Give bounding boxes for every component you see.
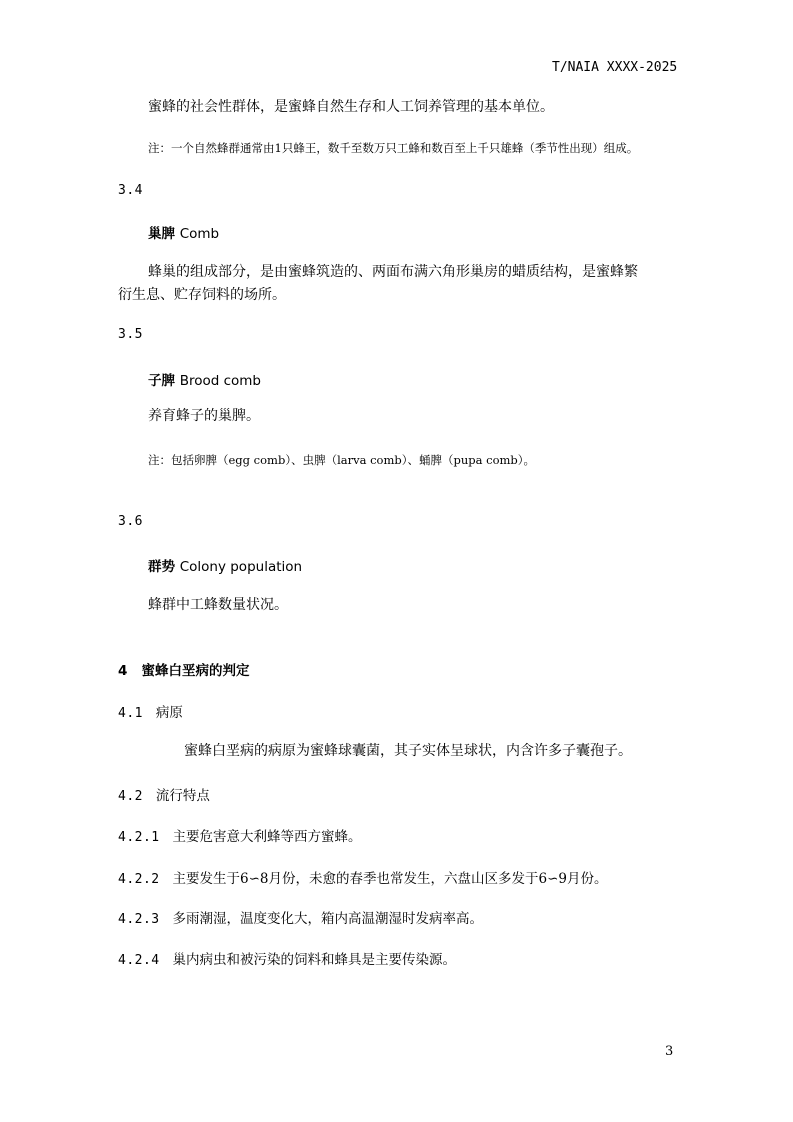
section-title: 病原 xyxy=(155,705,183,721)
subclause-text: 主要发生于6∽8月份，未愈的春季也常发生，六盘山区多发于6∽9月份。 xyxy=(172,871,608,887)
subclause xyxy=(118,948,456,968)
subclause-text: 巢内病虫和被污染的饲料和蜂具是主要传染源。 xyxy=(172,952,457,968)
clause-number: 3.4 xyxy=(118,183,143,198)
subclause-number: 4.2.2 xyxy=(118,872,160,887)
term-heading xyxy=(148,555,302,575)
term-cn: 子脾 xyxy=(148,373,175,389)
chapter-title: 蜜蜂白垩病的判定 xyxy=(141,663,250,679)
subclause xyxy=(118,907,483,927)
term-en: Colony population xyxy=(179,559,303,575)
subclause xyxy=(118,867,608,887)
note-text: 注：一个自然蜂群通常由1只蜂王，数千至数万只工蜂和数百至上千只雄蜂（季节性出现）组成。 xyxy=(148,141,639,155)
section-heading xyxy=(118,701,183,721)
clause-number: 3.5 xyxy=(118,327,143,342)
term-en: Comb xyxy=(179,226,220,242)
definition-text: 养育蜂子的巢脾。 xyxy=(148,408,260,424)
clause-number: 3.6 xyxy=(118,514,143,529)
page-number: 3 xyxy=(665,1044,674,1059)
section-heading xyxy=(118,784,210,804)
section-number: 4.2 xyxy=(118,789,143,804)
section-number: 4.1 xyxy=(118,706,143,721)
subclause xyxy=(118,825,362,845)
term-heading xyxy=(148,222,219,242)
definition-text: 蜜蜂的社会性群体，是蜜蜂自然生存和人工饲养管理的基本单位。 xyxy=(148,99,554,115)
definition-text: 蜂群中工蜂数量状况。 xyxy=(148,597,288,613)
term-heading xyxy=(148,369,261,389)
term-en: Brood comb xyxy=(179,373,261,389)
subclause-number: 4.2.3 xyxy=(118,912,160,927)
subclause-number: 4.2.4 xyxy=(118,953,160,968)
section-title: 流行特点 xyxy=(155,788,210,804)
chapter-number: 4 xyxy=(118,663,128,679)
note-text: 注：包括卵脾（egg comb）、虫脾（larva comb）、蛹脾（pupa comb）。 xyxy=(148,453,536,467)
term-cn: 巢脾 xyxy=(148,226,175,242)
paragraph-text: 蜜蜂白垩病的病原为蜜蜂球囊菌，其子实体呈球状，内含许多子囊孢子。 xyxy=(184,743,632,759)
document-code: T/NAIA XXXX-2025 xyxy=(552,60,678,75)
chapter-heading xyxy=(118,659,250,679)
subclause-text: 主要危害意大利蜂等西方蜜蜂。 xyxy=(172,829,362,845)
subclause-text: 多雨潮湿，温度变化大，箱内高温潮湿时发病率高。 xyxy=(172,911,484,927)
subclause-number: 4.2.1 xyxy=(118,830,160,845)
term-cn: 群势 xyxy=(148,559,175,575)
definition-text: 蜂巢的组成部分，是由蜜蜂筑造的、两面布满六角形巢房的蜡质结构，是蜜蜂繁衍生息、贮存饲料的场所。 xyxy=(118,264,638,303)
